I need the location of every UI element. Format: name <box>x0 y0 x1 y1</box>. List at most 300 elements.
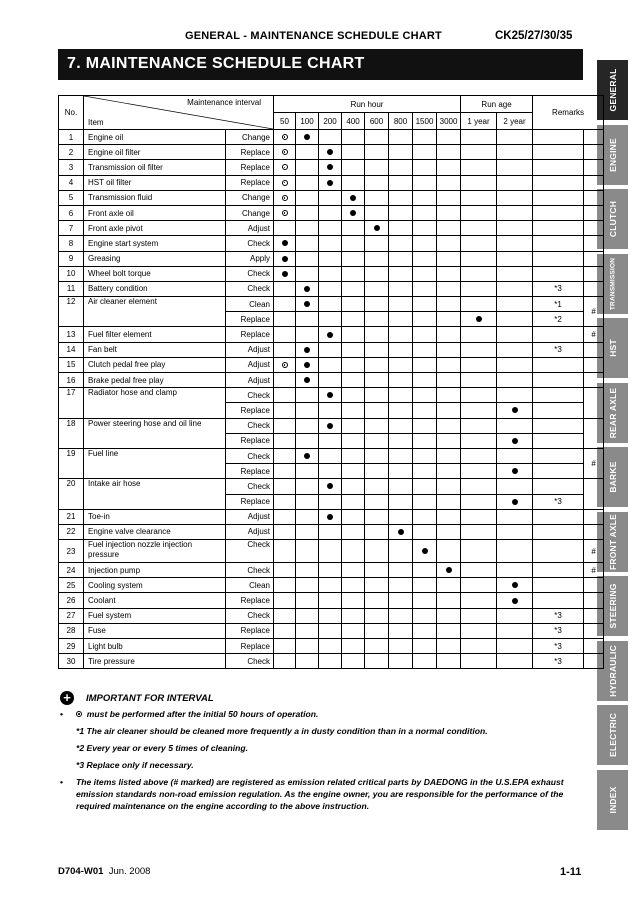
interval-cell <box>437 464 461 479</box>
emission-mark <box>584 639 604 654</box>
side-tab-label: TRANSMISSION <box>609 257 616 310</box>
bullet-mark <box>327 423 333 429</box>
interval-cell <box>319 593 342 608</box>
interval-cell <box>365 190 389 205</box>
hour-200: 200 <box>319 113 342 130</box>
interval-cell <box>437 297 461 312</box>
emission-mark: # <box>584 563 604 578</box>
interval-cell <box>389 357 413 372</box>
row-item: Fuel injection nozzle injection pressure <box>84 540 226 563</box>
interval-cell <box>296 509 319 524</box>
interval-cell <box>342 509 365 524</box>
emission-mark <box>584 130 604 145</box>
interval-cell <box>296 342 319 357</box>
interval-cell <box>365 448 389 463</box>
row-number: 7 <box>59 221 84 236</box>
row-action: Check <box>226 388 274 403</box>
interval-cell <box>274 145 296 160</box>
interval-cell <box>342 654 365 669</box>
header-run-hour: Run hour <box>274 96 461 113</box>
interval-cell <box>437 494 461 509</box>
table-row <box>59 639 604 654</box>
side-tab-label: GENERAL <box>607 68 618 112</box>
side-tab-index[interactable] <box>597 770 628 830</box>
emission-mark <box>584 654 604 669</box>
emission-mark <box>584 205 604 220</box>
bullet-mark <box>282 256 288 262</box>
interval-cell <box>365 494 389 509</box>
interval-cell <box>437 327 461 342</box>
interval-cell <box>274 281 296 296</box>
row-number: 4 <box>59 175 84 190</box>
interval-cell <box>437 175 461 190</box>
interval-cell <box>274 403 296 418</box>
emission-mark <box>584 190 604 205</box>
table-row <box>59 524 604 539</box>
interval-cell <box>461 130 497 145</box>
row-number: 6 <box>59 205 84 220</box>
interval-cell <box>437 190 461 205</box>
interval-cell <box>437 639 461 654</box>
bullet-mark <box>512 598 518 604</box>
interval-cell <box>296 205 319 220</box>
row-number: 20 <box>59 479 84 509</box>
interval-cell <box>319 418 342 433</box>
row-action: Check <box>226 236 274 251</box>
interval-cell <box>461 623 497 638</box>
interval-cell <box>296 221 319 236</box>
interval-cell <box>342 448 365 463</box>
row-remark <box>533 540 584 563</box>
interval-cell <box>389 494 413 509</box>
row-item: Greasing <box>84 251 226 266</box>
interval-cell <box>497 190 533 205</box>
emission-mark <box>584 145 604 160</box>
row-remark: *3 <box>533 342 584 357</box>
row-remark <box>533 357 584 372</box>
interval-cell <box>274 448 296 463</box>
interval-cell <box>437 509 461 524</box>
interval-cell <box>413 388 437 403</box>
interval-cell <box>274 623 296 638</box>
interval-cell <box>413 145 437 160</box>
bullet-mark <box>350 210 356 216</box>
interval-cell <box>274 479 296 494</box>
interval-cell <box>296 357 319 372</box>
row-remark: *3 <box>533 281 584 296</box>
table-row <box>59 540 604 563</box>
interval-cell <box>342 418 365 433</box>
interval-cell <box>437 578 461 593</box>
hour-1500: 1500 <box>413 113 437 130</box>
interval-cell <box>413 160 437 175</box>
interval-cell <box>497 175 533 190</box>
interval-cell <box>342 312 365 327</box>
interval-cell <box>274 205 296 220</box>
interval-cell <box>319 403 342 418</box>
interval-cell <box>296 639 319 654</box>
side-tab-label: ELECTRIC <box>607 712 618 758</box>
row-remark <box>533 509 584 524</box>
row-item: Wheel bolt torque <box>84 266 226 281</box>
header-run-age: Run age <box>461 96 533 113</box>
interval-cell <box>497 266 533 281</box>
bullet-mark <box>512 468 518 474</box>
interval-cell <box>365 563 389 578</box>
row-action: Check <box>226 266 274 281</box>
interval-cell <box>274 190 296 205</box>
interval-cell <box>413 433 437 448</box>
interval-cell <box>319 433 342 448</box>
interval-cell <box>274 524 296 539</box>
interval-cell <box>342 342 365 357</box>
interval-cell <box>389 190 413 205</box>
interval-cell <box>296 403 319 418</box>
interval-cell <box>461 175 497 190</box>
interval-cell <box>461 266 497 281</box>
interval-cell <box>365 205 389 220</box>
row-item: Toe-in <box>84 509 226 524</box>
interval-cell <box>365 145 389 160</box>
row-remark <box>533 403 584 418</box>
row-action: Replace <box>226 623 274 638</box>
interval-cell <box>274 175 296 190</box>
bullet-mark <box>446 567 452 573</box>
row-number: 1 <box>59 130 84 145</box>
interval-cell <box>296 266 319 281</box>
interval-cell <box>389 448 413 463</box>
row-action: Check <box>226 563 274 578</box>
row-remark <box>533 373 584 388</box>
interval-cell <box>365 388 389 403</box>
row-number: 15 <box>59 357 84 372</box>
row-remark <box>533 130 584 145</box>
interval-cell <box>365 654 389 669</box>
interval-cell <box>413 190 437 205</box>
hour-3000: 3000 <box>437 113 461 130</box>
row-action: Replace <box>226 175 274 190</box>
row-action: Change <box>226 205 274 220</box>
row-action: Check <box>226 540 274 563</box>
side-tab-label: STEERING <box>607 583 618 629</box>
interval-cell <box>274 509 296 524</box>
row-action: Replace <box>226 639 274 654</box>
interval-cell <box>389 373 413 388</box>
note-3 <box>58 759 588 771</box>
interval-cell <box>497 403 533 418</box>
row-action: Check <box>226 448 274 463</box>
note-line-1: must be performed after the initial 50 hours of operation. <box>86 709 319 719</box>
interval-cell <box>437 251 461 266</box>
interval-cell <box>319 327 342 342</box>
page-header <box>0 30 600 46</box>
bullet-mark <box>327 164 333 170</box>
row-remark <box>533 205 584 220</box>
side-tab-electric[interactable] <box>597 705 628 765</box>
interval-cell <box>461 160 497 175</box>
interval-cell <box>461 190 497 205</box>
row-remark <box>533 160 584 175</box>
interval-cell <box>389 175 413 190</box>
bullet-mark <box>327 514 333 520</box>
row-action: Replace <box>226 464 274 479</box>
interval-cell <box>274 373 296 388</box>
interval-cell <box>319 509 342 524</box>
interval-cell <box>389 312 413 327</box>
interval-cell <box>497 654 533 669</box>
row-item: Air cleaner element <box>84 297 226 327</box>
row-action: Clean <box>226 578 274 593</box>
bullet-mark <box>422 548 428 554</box>
interval-cell <box>389 654 413 669</box>
row-action: Check <box>226 479 274 494</box>
interval-cell <box>461 448 497 463</box>
interval-cell <box>319 175 342 190</box>
bullet-mark <box>304 286 310 292</box>
interval-cell <box>274 266 296 281</box>
note-line-3: *2 Every year or every 5 times of cleaning. <box>76 743 248 753</box>
interval-cell <box>365 418 389 433</box>
notes-heading-text: IMPORTANT FOR INTERVAL <box>86 693 214 704</box>
row-remark: *1 <box>533 297 584 312</box>
circled-dot-mark <box>282 149 288 155</box>
interval-cell <box>461 205 497 220</box>
interval-cell <box>389 578 413 593</box>
row-number: 23 <box>59 540 84 563</box>
interval-cell <box>319 540 342 563</box>
bullet-mark <box>398 529 404 535</box>
interval-cell <box>497 509 533 524</box>
circled-dot-mark <box>282 134 288 140</box>
row-item: Engine valve clearance <box>84 524 226 539</box>
bullet-mark <box>327 483 333 489</box>
row-action: Adjust <box>226 342 274 357</box>
table-row <box>59 236 604 251</box>
row-action: Replace <box>226 593 274 608</box>
row-number: 3 <box>59 160 84 175</box>
interval-cell <box>274 312 296 327</box>
interval-cell <box>389 563 413 578</box>
row-number: 19 <box>59 448 84 478</box>
interval-cell <box>413 236 437 251</box>
interval-cell <box>342 388 365 403</box>
doc-date: Jun. 2008 <box>108 866 151 877</box>
row-remark <box>533 479 584 494</box>
row-action: Replace <box>226 403 274 418</box>
table-row <box>59 563 604 578</box>
doc-code: D704-W01 <box>58 866 104 877</box>
row-remark <box>533 221 584 236</box>
table-row <box>59 145 604 160</box>
side-tab-label: HYDRAULIC <box>607 644 618 697</box>
age-1-year: 1 year <box>461 113 497 130</box>
interval-cell <box>342 373 365 388</box>
interval-cell <box>437 342 461 357</box>
interval-cell <box>342 563 365 578</box>
row-item: Front axle oil <box>84 205 226 220</box>
table-row <box>59 327 604 342</box>
row-item: Transmission fluid <box>84 190 226 205</box>
interval-cell <box>342 433 365 448</box>
interval-cell <box>461 221 497 236</box>
section-title-bar <box>58 49 583 80</box>
interval-cell <box>296 281 319 296</box>
interval-cell <box>497 327 533 342</box>
schedule-body <box>59 130 604 669</box>
interval-cell <box>437 266 461 281</box>
row-item: Engine oil <box>84 130 226 145</box>
interval-cell <box>296 563 319 578</box>
hour-400: 400 <box>342 113 365 130</box>
interval-cell <box>365 593 389 608</box>
interval-cell <box>413 281 437 296</box>
row-item: Fuel system <box>84 608 226 623</box>
row-action: Replace <box>226 327 274 342</box>
interval-cell <box>497 464 533 479</box>
interval-cell <box>319 388 342 403</box>
interval-cell <box>365 342 389 357</box>
interval-cell <box>274 236 296 251</box>
age-2-year: 2 year <box>497 113 533 130</box>
interval-cell <box>389 403 413 418</box>
interval-cell <box>319 266 342 281</box>
header-title: GENERAL - MAINTENANCE SCHEDULE CHART <box>185 30 442 42</box>
interval-cell <box>413 221 437 236</box>
table-row <box>59 130 604 145</box>
interval-cell <box>497 578 533 593</box>
interval-cell <box>365 608 389 623</box>
interval-cell <box>497 524 533 539</box>
plus-circle-icon: + <box>60 691 74 705</box>
table-row <box>59 593 604 608</box>
bullet-mark <box>512 407 518 413</box>
emission-mark: # <box>584 327 604 342</box>
table-row <box>59 654 604 669</box>
row-item: Fuel filter element <box>84 327 226 342</box>
interval-cell <box>437 540 461 563</box>
interval-cell <box>497 639 533 654</box>
table-row <box>59 448 604 463</box>
interval-cell <box>389 327 413 342</box>
row-remark <box>533 433 584 448</box>
row-number: 28 <box>59 623 84 638</box>
interval-cell <box>296 190 319 205</box>
interval-cell <box>437 373 461 388</box>
interval-cell <box>365 251 389 266</box>
interval-cell <box>342 578 365 593</box>
bullet: • <box>60 709 64 719</box>
interval-cell <box>389 509 413 524</box>
interval-cell <box>319 639 342 654</box>
row-item: Fuel line <box>84 448 226 478</box>
row-action: Adjust <box>226 221 274 236</box>
table-row <box>59 479 604 494</box>
interval-cell <box>389 388 413 403</box>
emission-mark <box>584 623 604 638</box>
note-1 <box>58 725 588 737</box>
row-item: Clutch pedal free play <box>84 357 226 372</box>
interval-cell <box>497 623 533 638</box>
row-remark: *3 <box>533 654 584 669</box>
circled-dot-mark <box>282 164 288 170</box>
interval-cell <box>296 388 319 403</box>
interval-cell <box>413 464 437 479</box>
row-number: 10 <box>59 266 84 281</box>
interval-cell <box>274 221 296 236</box>
footer-doc-info <box>58 866 150 877</box>
interval-cell <box>319 190 342 205</box>
bullet: • <box>60 777 64 787</box>
row-item: Light bulb <box>84 639 226 654</box>
interval-cell <box>365 312 389 327</box>
interval-cell <box>437 145 461 160</box>
interval-cell <box>365 373 389 388</box>
row-action: Change <box>226 190 274 205</box>
maintenance-interval-label: Maintenance interval <box>187 98 261 107</box>
interval-cell <box>296 524 319 539</box>
interval-cell <box>497 418 533 433</box>
interval-cell <box>319 236 342 251</box>
row-action: Replace <box>226 160 274 175</box>
row-action: Check <box>226 608 274 623</box>
emission-mark <box>584 251 604 266</box>
interval-cell <box>413 479 437 494</box>
interval-cell <box>319 654 342 669</box>
row-item: HST oil filter <box>84 175 226 190</box>
row-remark <box>533 524 584 539</box>
interval-cell <box>274 593 296 608</box>
row-number: 2 <box>59 145 84 160</box>
interval-cell <box>413 357 437 372</box>
interval-cell <box>319 221 342 236</box>
interval-cell <box>342 205 365 220</box>
interval-cell <box>437 593 461 608</box>
hour-100: 100 <box>296 113 319 130</box>
emission-mark: # <box>584 448 604 478</box>
interval-cell <box>461 373 497 388</box>
interval-cell <box>497 145 533 160</box>
interval-cell <box>319 160 342 175</box>
emission-mark <box>584 418 604 448</box>
note-line-2: *1 The air cleaner should be cleaned more frequently a in dusty condition than in a normal condition. <box>76 726 488 736</box>
row-action: Adjust <box>226 373 274 388</box>
row-number: 25 <box>59 578 84 593</box>
row-action: Apply <box>226 251 274 266</box>
header-no: No. <box>59 96 84 130</box>
interval-cell <box>389 464 413 479</box>
interval-cell <box>274 130 296 145</box>
interval-cell <box>319 205 342 220</box>
bullet-mark <box>304 301 310 307</box>
interval-cell <box>365 327 389 342</box>
interval-cell <box>461 593 497 608</box>
interval-cell <box>319 524 342 539</box>
maintenance-schedule-table <box>58 95 604 669</box>
circled-dot-mark <box>282 195 288 201</box>
row-number: 5 <box>59 190 84 205</box>
interval-cell <box>413 175 437 190</box>
emission-mark <box>584 593 604 608</box>
interval-cell <box>296 297 319 312</box>
emission-mark <box>584 509 604 524</box>
interval-cell <box>497 388 533 403</box>
interval-cell <box>296 160 319 175</box>
table-row <box>59 221 604 236</box>
row-number: 22 <box>59 524 84 539</box>
interval-cell <box>296 145 319 160</box>
row-number: 16 <box>59 373 84 388</box>
row-remark <box>533 327 584 342</box>
